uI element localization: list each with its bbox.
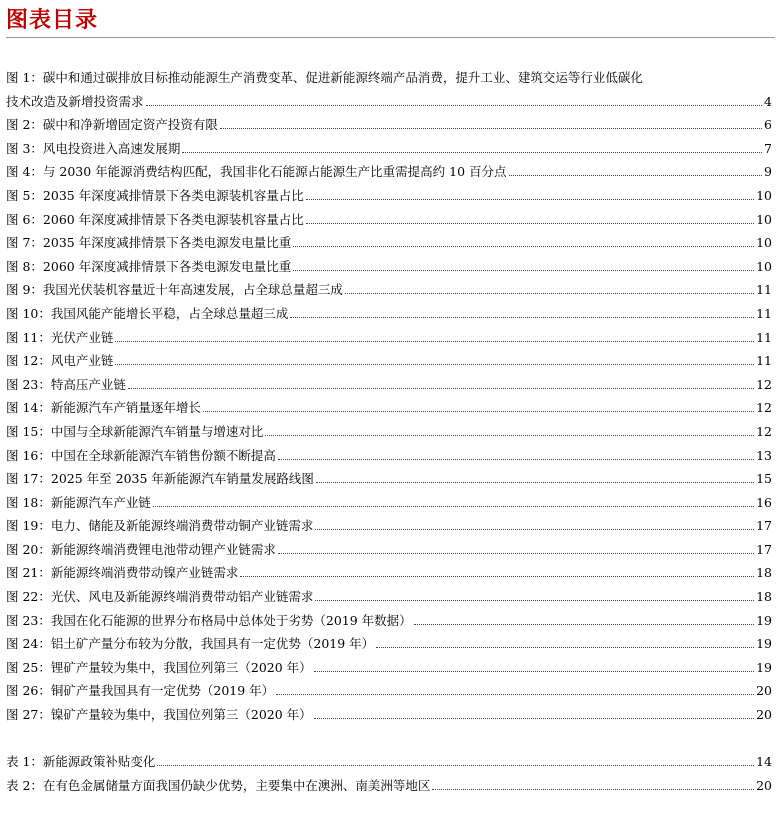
toc-entry-figure-23[interactable] <box>6 632 772 656</box>
toc-entry-figure-14[interactable] <box>6 420 772 444</box>
toc-entry-page: 12 <box>756 400 772 416</box>
toc-entry-figure-24[interactable] <box>6 656 772 680</box>
toc-entry-figure-1[interactable] <box>6 113 772 137</box>
dot-leader <box>509 175 763 176</box>
toc-entry-figure-26[interactable] <box>6 703 772 727</box>
toc-entry-page: 17 <box>756 518 772 534</box>
dot-leader <box>278 553 754 554</box>
toc-entry-text: 图 17：2025 年至 2035 年新能源汽车销量发展路线图 <box>6 471 314 487</box>
toc-entry-text: 图 20：新能源终端消费锂电池带动锂产业链需求 <box>6 541 276 557</box>
dot-leader <box>278 459 754 460</box>
dot-leader <box>345 293 754 294</box>
toc-entry-figure-19[interactable] <box>6 538 772 562</box>
toc-entry-figure-4[interactable] <box>6 184 772 208</box>
toc-entry-page: 20 <box>756 777 772 793</box>
dot-leader <box>316 482 754 483</box>
toc-entry-page: 11 <box>756 282 772 298</box>
toc-entry-page: 10 <box>756 187 772 203</box>
toc-entry-text: 图 2：碳中和净新增固定资产投资有限 <box>6 117 218 133</box>
dot-leader <box>293 246 754 247</box>
toc-entry-text: 表 2：在有色金属储量方面我国仍缺少优势，主要集中在澳洲、南美洲等地区 <box>6 777 431 793</box>
title-divider <box>6 37 775 38</box>
toc-entry-page: 10 <box>756 258 772 274</box>
dot-leader <box>265 435 754 436</box>
toc-entry-figure-6[interactable] <box>6 231 772 255</box>
toc-entry-figure-13[interactable] <box>6 396 772 420</box>
toc-entry-page: 9 <box>764 164 772 180</box>
toc-entry-text: 图 26：铜矿产量我国具有一定优势（2019 年） <box>6 683 275 699</box>
dot-leader <box>220 128 762 129</box>
toc-entry-text: 图 21：新能源终端消费带动镍产业链需求 <box>6 565 239 581</box>
toc-entry-figure-7[interactable] <box>6 255 772 279</box>
toc-entry-text: 图 24：铝土矿产量分布较为分散，我国具有一定优势（2019 年） <box>6 636 375 652</box>
toc-entry-text-line2: 技术改造及新增投资需求 <box>6 93 144 109</box>
dot-leader <box>153 506 754 507</box>
toc-entry-figure-1[interactable] <box>6 66 772 90</box>
toc-entry-page: 19 <box>756 636 772 652</box>
toc-entry-page: 15 <box>756 471 772 487</box>
toc-entry-table-0[interactable] <box>6 750 772 774</box>
dot-leader <box>376 647 754 648</box>
toc-entry-page: 4 <box>764 93 772 109</box>
toc-entry-text: 图 4：与 2030 年能源消费结构匹配，我国非化石能源占能源生产比重需提高约 10 百分点 <box>6 164 507 180</box>
toc-entry-figure-5[interactable] <box>6 208 772 232</box>
toc-entry-page: 12 <box>756 423 772 439</box>
toc-entry-text: 图 8：2060 年深度减排情景下各类电源发电量比重 <box>6 258 292 274</box>
toc-entry-text: 图 10：我国风能产能增长平稳，占全球总量超三成 <box>6 305 289 321</box>
dot-leader <box>306 199 754 200</box>
toc-entry-table-1[interactable] <box>6 774 772 798</box>
dot-leader <box>115 341 754 342</box>
toc-entry-page: 6 <box>764 117 772 133</box>
toc-entry-page: 20 <box>756 707 772 723</box>
toc-entry-text: 图 23：我国在化石能源的世界分布格局中总体处于劣势（2019 年数据） <box>6 612 412 628</box>
toc-entry-figure-1-cont[interactable] <box>6 90 772 114</box>
dot-leader <box>146 105 763 106</box>
dot-leader <box>157 765 754 766</box>
toc-entry-text: 图 25：锂矿产量较为集中，我国位列第三（2020 年） <box>6 659 312 675</box>
toc-entry-text: 图 5：2035 年深度减排情景下各类电源装机容量占比 <box>6 187 304 203</box>
toc-entry-figure-16[interactable] <box>6 467 772 491</box>
dot-leader <box>315 529 754 530</box>
dot-leader <box>432 789 754 790</box>
toc-entry-text: 图 16：中国在全球新能源汽车销售份额不断提高 <box>6 447 276 463</box>
dot-leader <box>314 718 754 719</box>
toc-entry-text: 图 27：镍矿产量较为集中，我国位列第三（2020 年） <box>6 707 312 723</box>
dot-leader <box>203 411 754 412</box>
toc-entry-figure-15[interactable] <box>6 444 772 468</box>
dot-leader <box>290 317 754 318</box>
toc-entry-figure-2[interactable] <box>6 137 772 161</box>
toc-entry-page: 17 <box>756 541 772 557</box>
toc-entry-text: 图 6：2060 年深度减排情景下各类电源装机容量占比 <box>6 211 304 227</box>
toc-entry-page: 19 <box>756 612 772 628</box>
dot-leader <box>306 223 754 224</box>
toc-entry-text: 表 1：新能源政策补贴变化 <box>6 754 156 770</box>
toc-entry-text-line1: 图 1：碳中和通过碳排放目标推动能源生产消费变革、促进新能源终端产品消费，提升工业、建筑交运等行业低碳化 <box>6 70 643 85</box>
toc-entry-figure-8[interactable] <box>6 278 772 302</box>
toc-entry-figure-22[interactable] <box>6 609 772 633</box>
dot-leader <box>293 270 754 271</box>
toc-entry-text: 图 3：风电投资进入高速发展期 <box>6 140 181 156</box>
dot-leader <box>182 152 762 153</box>
toc-entry-figure-11[interactable] <box>6 349 772 373</box>
toc-entry-page: 20 <box>756 683 772 699</box>
dot-leader <box>276 694 754 695</box>
toc-entry-figure-10[interactable] <box>6 326 772 350</box>
dot-leader <box>128 388 754 389</box>
toc-entry-text: 图 12：风电产业链 <box>6 353 114 369</box>
toc-entry-text: 图 9：我国光伏装机容量近十年高速发展，占全球总量超三成 <box>6 282 343 298</box>
page-title: 图表目录 <box>6 8 99 33</box>
toc-entry-text: 图 15：中国与全球新能源汽车销量与增速对比 <box>6 423 264 439</box>
toc-entry-text: 图 7：2035 年深度减排情景下各类电源发电量比重 <box>6 235 292 251</box>
toc-entry-page: 11 <box>756 305 772 321</box>
toc-entry-figure-25[interactable] <box>6 679 772 703</box>
toc-entry-text: 图 11：光伏产业链 <box>6 329 114 345</box>
toc-entry-text: 图 19：电力、储能及新能源终端消费带动铜产业链需求 <box>6 518 314 534</box>
toc-entry-page: 14 <box>756 754 772 770</box>
toc-entry-page: 16 <box>756 494 772 510</box>
toc-entry-figure-12[interactable] <box>6 373 772 397</box>
toc-entry-page: 13 <box>756 447 772 463</box>
toc-entry-figure-18[interactable] <box>6 514 772 538</box>
dot-leader <box>314 671 754 672</box>
toc-entry-figure-3[interactable] <box>6 160 772 184</box>
toc-entry-page: 19 <box>756 659 772 675</box>
toc-entry-page: 10 <box>756 211 772 227</box>
toc-entry-page: 12 <box>756 376 772 392</box>
section-gap <box>6 727 772 751</box>
toc-entry-figure-17[interactable] <box>6 491 772 515</box>
toc-entry-page: 11 <box>756 353 772 369</box>
dot-leader <box>414 624 754 625</box>
toc-entry-figure-9[interactable] <box>6 302 772 326</box>
toc-entry-page: 18 <box>756 589 772 605</box>
dot-leader <box>315 600 754 601</box>
table-of-figures <box>6 66 772 797</box>
dot-leader <box>240 576 754 577</box>
dot-leader <box>115 364 754 365</box>
toc-entry-text: 图 22：光伏、风电及新能源终端消费带动铝产业链需求 <box>6 589 314 605</box>
toc-entry-text: 图 14：新能源汽车产销量逐年增长 <box>6 400 201 416</box>
toc-entry-page: 11 <box>756 329 772 345</box>
toc-entry-page: 7 <box>764 140 772 156</box>
toc-entry-page: 18 <box>756 565 772 581</box>
toc-entry-figure-21[interactable] <box>6 585 772 609</box>
toc-entry-page: 10 <box>756 235 772 251</box>
toc-entry-figure-20[interactable] <box>6 561 772 585</box>
toc-entry-text: 图 23：特高压产业链 <box>6 376 126 392</box>
toc-entry-text: 图 18：新能源汽车产业链 <box>6 494 151 510</box>
